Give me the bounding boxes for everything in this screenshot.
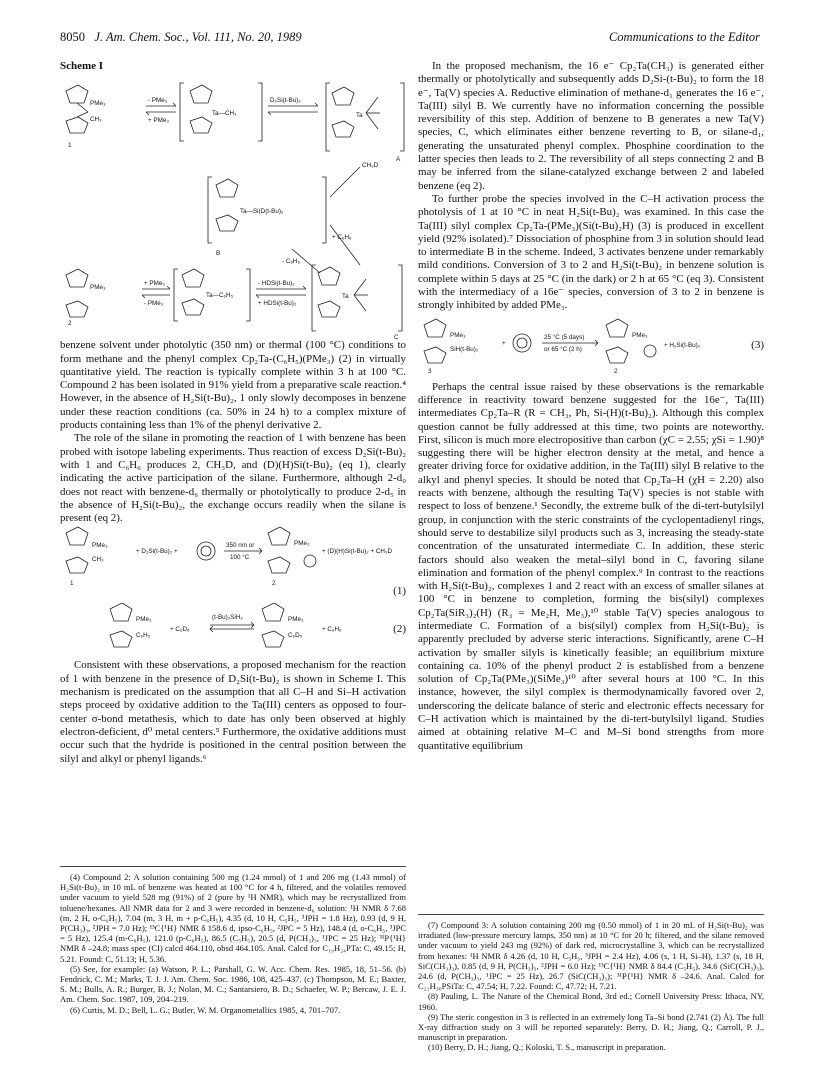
label-pme3-2: PMe₃ <box>90 284 106 292</box>
eq1-products: + (D)(H)Si(t-Bu)₂ + CH₃D <box>322 548 393 556</box>
equation-2-drawing <box>60 603 406 653</box>
eq1-pme3: PMe₃ <box>92 542 108 550</box>
eq2-number: (2) <box>393 623 406 636</box>
equation-3-drawing <box>418 317 764 377</box>
label-minus-c6h6: - C₆H₆ <box>282 258 301 266</box>
eq1-arrow-bottom: 100 °C <box>230 554 250 562</box>
label-pme3-1: PMe₃ <box>90 100 106 108</box>
label-bottom-arrow1-top: + PMe₃ <box>144 280 165 288</box>
right-paragraph-2: To further probe the species involved in the C–H activation process the photolysis of 1 at 10 °C in neat H₂Si(t-Bu)₂ was examined. In this case the Ta(III) silyl complex Cp₂Ta-(PMe₃)(Si(t-Bu)₂H) (3) is produced in excellent yield (92% isolated).⁷ Dissociation of phosphine from 3 in solution should lead to intermediate B in the scheme. Indeed, 3 activates benzene under remarkably mild conditions. Conversion of 3 to 2 and H₂Si(t-Bu)₂ in benzene solution is complete within 5 days at 25 °C (in the dark) or 2 h at 65 °C (eq 3). Consistent with the intermediacy of a 16e⁻ species, conversion of 3 to 2 in benzene is strongly inhibited by added PMe₃. <box>418 192 764 312</box>
right-paragraph-1: In the proposed mechanism, the 16 e⁻ Cp₂Ta(CH₃) is generated either thermally or photolytically and subsequently adds D₂Si-(t-Bu)₂ to form the 18 e⁻, Ta(V) species A. Reductive elimination of methane-d₁ generates the 16 e⁻, Ta(III) silyl B. We currently have no information concerning the possible reversibility of this step. Addition of benzene to B generates a new Ta(V) species, C, which eliminates either benzene reverting to B, or silane-d₁, generating the unsaturated phenyl complex. Phosphine coordination to the latter species then leads to 2. The reversibility of all steps connecting 2 and B may be inferred from the silane-catalyzed exchange between 2 and labeled benzene (eq 2). <box>418 60 764 192</box>
eq3-compound-3: 3 <box>428 367 432 375</box>
section-title: Communications to the Editor <box>608 30 760 44</box>
eq3-number: (3) <box>751 338 764 351</box>
eq2-product-c6d5: C₆D₅ <box>288 632 303 640</box>
equation-1 <box>60 525 406 598</box>
left-column <box>60 60 406 766</box>
footnote-rule-right <box>418 914 764 915</box>
left-paragraph-3: Consistent with these observations, a proposed mechanism for the reaction of 1 with benzene in the presence of D₂Si(t-Bu)₂ is shown in Scheme I. This mechanism is predicated on the assumption that all C–H and Si–H activation steps proceed by oxidative addition to the Ta(III) centers as opposed to four-center σ-bond metathesis, which to date has only been observed at highly electron-deficient, d⁰ metal centers.⁵ Furthermore, the oxidative additions must occur such that the hydride is positioned in the central position between the silyl and alkyl or phenyl ligands.⁶ <box>60 659 406 765</box>
eq1-compound-1: 1 <box>70 580 74 588</box>
eq3-siht-bu: SiH(t-Bu)₂ <box>450 345 479 353</box>
label-ta-si: Ta—Si(D(t-Bu)₂ <box>240 208 284 216</box>
footnote-5: (5) See, for example: (a) Watson, P. L.; Parshall, G. W. Acc. Chem. Res. 1985, 18, 51–56. (b) Fendrick, C. M.; Marks, T. J. J. Am. Chem. Soc. 1986, 108, 425–437. (c) Thompson, M. E.; Baxter, S. M.; Bulls, A. R.; Burger, B. J.; Nolan, M. C.; Santarsiero, B. D.; Schaefer, W. P.; Bercaw, J. E. J. Am. Chem. Soc. 1987, 109, 204–219. <box>60 963 406 1005</box>
eq2-products: + C₆H₆ <box>322 626 342 634</box>
footnote-4: (4) Compound 2: A solution containing 500 mg (1.24 mmol) of 1 and 206 mg (1.43 mmol) of H₂Si(t-Bu)₂ in 10 mL of benzene was heated at 100 °C for 4 h, filtered, and the volatiles removed under vacuum to yield 528 mg (91%) of 2 (pure by ¹H NMR), which may be recrystallized from toluene/hexanes. All NMR data for 2 and 3 were recorded in benzene-d₆ solution: ¹H NMR δ 7.68 (m, 2 H, o-C₆H₅), 7.04 (m, 3 H, m + p-C₆H₅), 4.35 (d, 10 H, C₅H₅, ³JPH = 1.8 Hz), 0.93 (d, 9 H, P(CH₃)₃, ²JPH = 7.0 Hz); ¹³C{¹H} NMR δ 158.6 d, ipso-C₆H₅, ²JPC = 5 Hz), 148.4 (d, o-C₆H₅, ³JPC = 5 Hz), 125.4 (m-C₆H₅), 121.0 (p-C₆H₅), 86.5 (C₅H₅), 20.5 (d, P(CH₃)₃, ¹JPC = 25 Hz); ³¹P{¹H} NMR δ –24.8; mass spec (CI) calcd 464.110, obsd 464.105. Anal. Calcd for C₁₉H₂₄PTa: C, 49.15; H, 5.21. Found: C, 51.13; H, 5.36. <box>60 872 406 964</box>
eq3-pme3: PMe₃ <box>450 331 466 339</box>
equation-2 <box>60 603 406 653</box>
eq3-compound-2: 2 <box>614 367 618 375</box>
footnote-rule-left <box>60 866 406 867</box>
label-intermediate-a: A <box>396 156 401 164</box>
eq1-reagent: + D₂Si(t-Bu)₂ + <box>136 548 178 556</box>
footnote-9: (9) The steric congestion in 3 is reflected in an extremely long Ta–Si bond (2.741 (2) Å). The full X-ray diffraction study on 3 will be reported separately: Berry, D. H.; Jiang, Q.; Carroll, P. J., manuscript in preparation. <box>418 1011 764 1043</box>
scheme-i-drawing <box>60 77 406 339</box>
header-left <box>60 30 302 45</box>
eq3-arrow-bottom: or 65 °C (2 h) <box>544 345 582 353</box>
footnote-7: (7) Compound 3: A solution containing 200 mg (0.50 mmol) of 1 in 20 mL of H₂Si(t-Bu)₂ was irradiated (low-pressure mercury lamps, 350 nm) at 10 °C for 20 h; filtered, and the silane removed under vacuum to yield 243 mg (92%) of dark red, microcrystalline 3, which can be recrystallized from hexanes: ¹H NMR δ 4.26 (d, 10 H, C₅H₅, ³JPH = 2.4 Hz), 4.06 (s, 1 H, Si–H), 1.37 (s, 18 H, SiC(CH₃)₃), 0.85 (d, 9 H, P(CH₃)₃, ²JPH = 6.0 Hz); ¹³C{¹H} NMR δ 84.4 (C₅H₅), 34.6 (SiC(CH₃)₃), 24.6 (d, P(CH₃)₃, ¹JPC = 25 Hz), 26.7 (SiC(CH₃)₃); ³¹P{¹H} NMR δ –24.6. Anal. Calcd for C₂₁H₃₆PSiTa: C, 47.54; H, 7.22. Found: C, 47.72; H, 7.21. <box>418 920 764 992</box>
right-column <box>418 60 764 753</box>
scheme-title: Scheme I <box>60 60 104 72</box>
eq2-ch3: C₆H₅ <box>136 632 151 640</box>
label-compound-1: 1 <box>68 142 72 150</box>
label-plus-c6h6: + C₆H₆ <box>332 234 352 242</box>
footnote-6: (6) Curtis, M. D.; Bell, L. G.; Butler, W. M. Organometallics 1985, 4, 701–707. <box>70 1004 341 1015</box>
label-bottom-arrow1-bottom: - PMe₃ <box>144 300 164 308</box>
label-ta-c: Ta <box>342 293 349 301</box>
equation-1-drawing <box>60 525 406 591</box>
footnotes-right <box>418 920 764 1053</box>
left-paragraph-1: benzene solvent under photolytic (350 nm) or thermal (100 °C) conditions to form methane and the phenyl complex Cp₂Ta-(C₆H₅)(PMe₃) (2) in virtually quantitative yield. The reaction is typically complete within 3 h at 100 °C. Compound 2 has been isolated in 91% yield from a preparative scale reaction.⁴ However, in the absence of H₂Si(t-Bu)₂, 1 only slowly decomposes in benzene under these reaction conditions (ca. 50% in 24 h) to a complex mixture of products containing less than 1% of the phenyl derivative 2. <box>60 339 406 432</box>
eq3-products: + H₂Si(t-Bu)₂ <box>664 341 701 349</box>
eq1-compound-2: 2 <box>272 580 276 588</box>
eq3-plus-1: + <box>502 339 506 347</box>
eq1-product-pme3: PMe₃ <box>294 540 310 548</box>
journal-citation: J. Am. Chem. Soc., Vol. 111, No. 20, 1989 <box>94 30 302 44</box>
cp-ring-1a <box>66 85 88 133</box>
eq2-reagent: + C₆D₆ <box>170 626 190 634</box>
running-header <box>60 30 760 50</box>
label-top-right-arrow: D₂Si(t-Bu)₂ <box>270 97 301 105</box>
footnote-8: (8) Pauling, L. The Nature of the Chemical Bond, 3rd ed.; Cornell University Press: Ithaca, NY, 1960. <box>418 991 764 1012</box>
eq2-pme3: PMe₃ <box>136 616 152 624</box>
label-bottom-arrow2-top: - HDSi(t-Bu)₂ <box>258 280 295 288</box>
label-top-left-arrow-bottom: + PMe₃ <box>148 117 169 125</box>
eq1-number: (1) <box>393 585 406 598</box>
label-ch3-1: CH₃ <box>90 116 102 124</box>
equation-3 <box>418 317 764 377</box>
label-ta-a: Ta <box>356 112 363 120</box>
label-ta-ch3: Ta—CH₃ <box>212 110 237 118</box>
label-intermediate-c: C <box>394 334 399 340</box>
eq3-arrow-top: 25 °C (5 days) <box>544 333 585 341</box>
label-bottom-arrow2-bottom: + HDSi(t-Bu)₂ <box>258 300 297 308</box>
scheme-i-figure <box>60 77 406 339</box>
eq2-product-pme3: PMe₃ <box>288 616 304 624</box>
footnote-10: (10) Berry, D. H.; Jiang, Q.; Koloski, T. S., manuscript in preparation. <box>428 1042 666 1053</box>
label-ch3d: CH₃D <box>362 162 379 170</box>
footnotes-left <box>60 872 406 1015</box>
label-top-left-arrow-top: - PMe₃ <box>148 97 168 105</box>
eq1-arrow-top: 350 nm or <box>226 542 255 550</box>
right-paragraph-3: Perhaps the central issue raised by these observations is the remarkable difference in reactivity toward benzene suggested for the 16e⁻, Ta(III) intermediates Cp₂Ta–R (R = CH₃, Ph, Si-(H)(t-Bu)₂). Although this complex question cannot be fully addressed at this time, two points are noteworthy. First, silicon is much more electropositive than carbon (χC = 2.55; χSi = 1.90)⁸ suggesting there will be higher electron density at the metal, and hence a greater driving force for oxidative addition, in the Ta(III) silyl B relative to the alkyl and phenyl species. It should be noted that Cp₂Ta–H (χH = 2.20) also reacts with benzene, although the resulting Ta(V) species is not stable with respect to loss of benzene.¹ Secondly, the extreme bulk of the di-tert-butylsilyl group, in conjunction with the steric constraints of the cyclopentadienyl rings, should serve to destabilize silyl products such as 3, increasing the steady-state concentration of the unsaturated intermediate C. In addition, these steric factors should also weaken the metal–silyl bond in C, favoring silane elimination and formation of the phenyl complex.⁹ In contrast to the reactions with H₂Si(t-Bu)₂, complexes 1 and 2 react with an excess of smaller silanes at 100 °C in benzene to completion, forming the bis(silyl) complexes Cp₂Ta(SiR₃)₂(H) (R₃ = Me₂H, Me₃),¹⁰ stable Ta(V) species analogous to intermediate C. Formation of a bis(silyl) complex from H₂Si(t-Bu)₂ is apparently precluded by adverse steric interactions. Significantly, arene C–H activation by smaller silyls is kinetically feasible; an equilibrium mixture containing ca. 10% of the phenyl product 2 is established from a benzene solution of Cp₂Ta(PMe₃)(SiMe₃)¹⁰ after several hours at 100 °C. In this instance, however, the silyl complex is thermodynamically favored over 2, underscoring the delicate balance of steric and electronic effects necessary for C–H activation which is maintained by the di-tert-butylsilyl ligand. Studies aimed at obtaining relative M–C and M–Si bond strengths from more quantitative equilibrium <box>418 380 764 752</box>
eq3-product-pme3: PMe₃ <box>632 331 648 339</box>
label-compound-2: 2 <box>68 320 72 328</box>
eq1-ch3: CH₃ <box>92 556 104 564</box>
left-paragraph-2: The role of the silane in promoting the reaction of 1 with benzene has been probed with isotope labeling experiments. Thus reaction of excess D₂Si(t-Bu)₂ with 1 and C₆H₆ produces 2, CH₃D, and (D)(H)Si(t-Bu)₂ (eq 1), clearly indicating the active participation of the silane. Furthermore, although 2-d₀ does not react with benzene-d₆ thermally or photolytically to produce 2-d₅ in the absence of H₂Si(t-Bu)₂, the exchange occurs readily when the silane is present (eq 2). <box>60 432 406 525</box>
eq2-arrow-top: (t-Bu)₂SiH₂ <box>212 614 243 622</box>
label-ta-c6h5: Ta—C₆H₅ <box>206 292 234 300</box>
page-number: 8050 <box>60 30 85 44</box>
label-intermediate-b: B <box>216 250 221 258</box>
